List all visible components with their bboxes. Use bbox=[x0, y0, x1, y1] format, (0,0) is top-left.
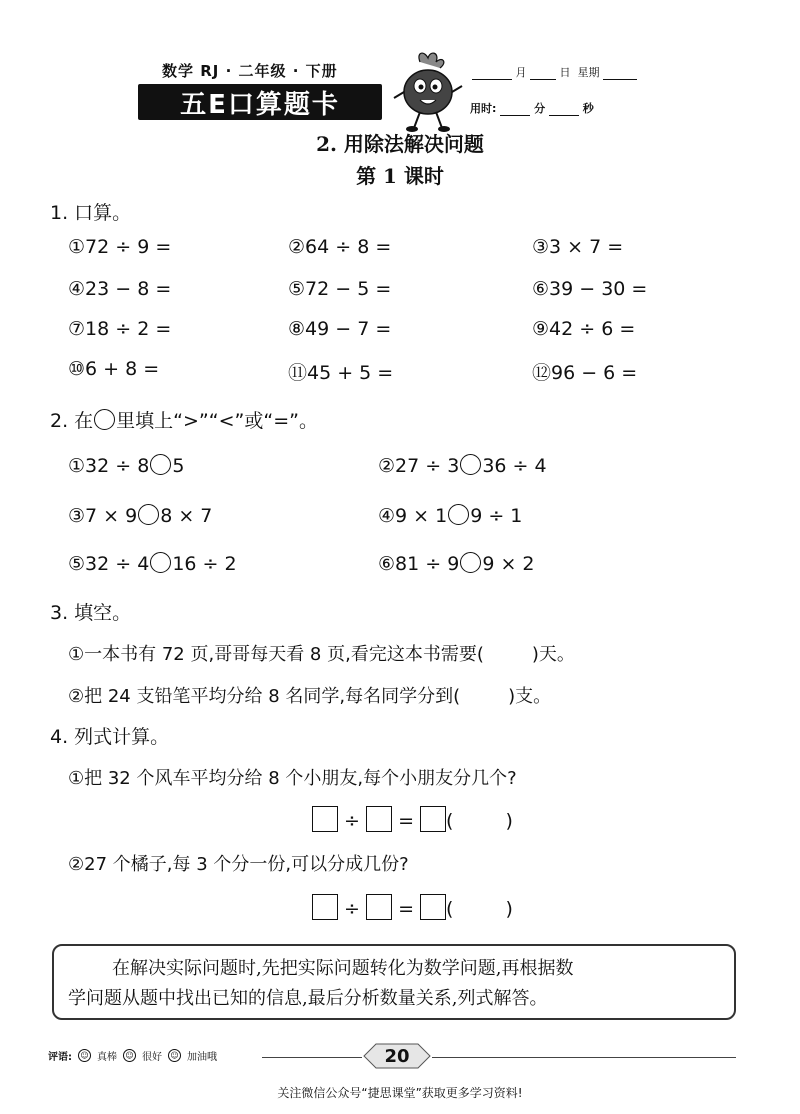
summary-box bbox=[52, 944, 736, 1020]
q2-item-right: 8 × 7 bbox=[160, 505, 213, 527]
footer-divider-left bbox=[262, 1057, 362, 1058]
second-label: 秒 bbox=[582, 102, 594, 115]
grin-face-icon: ☺ bbox=[78, 1049, 91, 1062]
answer-circle[interactable] bbox=[150, 552, 171, 573]
summary-line-1 bbox=[68, 954, 720, 984]
q3-item-1 bbox=[68, 640, 575, 666]
evaluation-option-2: 很好 bbox=[142, 1052, 162, 1063]
evaluation-option-1: 真棒 bbox=[97, 1052, 117, 1063]
q2-item-1 bbox=[68, 454, 184, 477]
page-number bbox=[360, 1040, 434, 1072]
answer-box[interactable] bbox=[420, 806, 446, 832]
answer-circle[interactable] bbox=[138, 504, 159, 525]
q1-item-12: ⑫96 − 6 = bbox=[532, 362, 638, 384]
unit-paren-close: ) bbox=[505, 898, 513, 920]
q2-item-left: ②27 ÷ 3 bbox=[378, 455, 460, 477]
smile-face-icon: ☺ bbox=[123, 1049, 136, 1062]
divide-sign: ÷ bbox=[344, 898, 360, 920]
q4-heading: 4. 列式计算。 bbox=[50, 726, 170, 748]
weekday-label: 星期 bbox=[577, 66, 600, 79]
q2-item-right: 9 × 2 bbox=[482, 553, 535, 575]
q1-item-3: ③3 × 7 = bbox=[532, 236, 624, 258]
time-label: 用时: bbox=[470, 102, 497, 115]
q2-item-3 bbox=[68, 504, 212, 527]
unit-paren-open: ( bbox=[446, 898, 454, 920]
summary-line-2: 学问题从题中找出已知的信息,最后分析数量关系,列式解答。 bbox=[68, 988, 548, 1009]
q2-heading-post: 里填上“>”“<”或“=”。 bbox=[116, 410, 318, 432]
q2-heading-pre: 2. 在 bbox=[50, 410, 94, 432]
q3-item-text: ①一本书有 72 页,哥哥每天看 8 页,看完这本书需要( bbox=[68, 644, 484, 665]
q2-item-right: 36 ÷ 4 bbox=[482, 455, 547, 477]
q2-heading bbox=[50, 406, 318, 433]
q1-item-7: ⑦18 ÷ 2 = bbox=[68, 318, 172, 340]
q2-item-left: ④9 × 1 bbox=[378, 505, 448, 527]
lesson-subtitle: 第 1 课时 bbox=[356, 164, 444, 188]
lesson-title: 2. 用除法解决问题 bbox=[316, 132, 484, 156]
q2-item-left: ⑥81 ÷ 9 bbox=[378, 553, 460, 575]
q4-equation-2 bbox=[312, 894, 513, 920]
day-label: 日 bbox=[559, 66, 571, 79]
q1-item-11: ⑪45 + 5 = bbox=[288, 362, 394, 384]
q1-item-9: ⑨42 ÷ 6 = bbox=[532, 318, 636, 340]
q3-item-unit: )支。 bbox=[508, 686, 552, 707]
second-blank[interactable] bbox=[549, 104, 579, 116]
evaluation-row bbox=[48, 1048, 217, 1063]
q2-item-2 bbox=[378, 454, 547, 477]
q2-item-left: ③7 × 9 bbox=[68, 505, 138, 527]
answer-box[interactable] bbox=[366, 894, 392, 920]
date-line bbox=[472, 64, 637, 80]
q1-item-5: ⑤72 − 5 = bbox=[288, 278, 392, 300]
q3-heading: 3. 填空。 bbox=[50, 602, 132, 624]
q2-item-left: ⑤32 ÷ 4 bbox=[68, 553, 150, 575]
day-blank[interactable] bbox=[530, 68, 556, 80]
q2-item-4 bbox=[378, 504, 522, 527]
divide-sign: ÷ bbox=[344, 810, 360, 832]
q1-item-10: ⑩6 + 8 = bbox=[68, 358, 160, 380]
minute-label: 分 bbox=[534, 102, 546, 115]
title-banner: 五E口算题卡 bbox=[138, 84, 382, 120]
evaluation-label: 评语: bbox=[48, 1052, 72, 1063]
answer-box[interactable] bbox=[420, 894, 446, 920]
answer-box[interactable] bbox=[366, 806, 392, 832]
q3-item-2 bbox=[68, 682, 551, 708]
unit-paren-open: ( bbox=[446, 810, 454, 832]
mascot-icon bbox=[390, 48, 466, 134]
weekday-blank[interactable] bbox=[603, 68, 637, 80]
answer-circle[interactable] bbox=[460, 552, 481, 573]
time-line bbox=[470, 100, 594, 116]
q3-item-text: ②把 24 支铅笔平均分给 8 名同学,每名同学分到( bbox=[68, 686, 461, 707]
answer-circle[interactable] bbox=[150, 454, 171, 475]
q1-item-4: ④23 − 8 = bbox=[68, 278, 172, 300]
q4-problem-1: ①把 32 个风车平均分给 8 个小朋友,每个小朋友分几个? bbox=[68, 768, 517, 789]
evaluation-option-3: 加油哦 bbox=[187, 1052, 217, 1063]
month-blank[interactable] bbox=[472, 68, 512, 80]
unit-paren-close: ) bbox=[505, 810, 513, 832]
q2-item-right: 5 bbox=[172, 455, 185, 477]
subject-label: 数学 RJ · 二年级 · 下册 bbox=[162, 62, 338, 80]
equals-sign: = bbox=[398, 810, 414, 832]
answer-circle[interactable] bbox=[460, 454, 481, 475]
q4-problem-2: ②27 个橘子,每 3 个分一份,可以分成几份? bbox=[68, 854, 409, 875]
q2-item-6 bbox=[378, 552, 535, 575]
q2-item-right: 9 ÷ 1 bbox=[470, 505, 523, 527]
q2-item-5 bbox=[68, 552, 237, 575]
answer-circle[interactable] bbox=[448, 504, 469, 525]
promo-text: 关注微信公众号“捷思课堂”获取更多学习资料! bbox=[277, 1086, 523, 1100]
page-number-text: 20 bbox=[384, 1045, 410, 1067]
summary-text-1: 在解决实际问题时,先把实际问题转化为数学问题,再根据数 bbox=[112, 958, 574, 979]
equals-sign: = bbox=[398, 898, 414, 920]
answer-box[interactable] bbox=[312, 894, 338, 920]
q1-item-6: ⑥39 − 30 = bbox=[532, 278, 648, 300]
q1-item-8: ⑧49 − 7 = bbox=[288, 318, 392, 340]
q1-heading: 1. 口算。 bbox=[50, 202, 132, 224]
q3-item-unit: )天。 bbox=[531, 644, 575, 665]
q1-item-2: ②64 ÷ 8 = bbox=[288, 236, 392, 258]
circle-icon bbox=[94, 409, 115, 430]
cheer-face-icon: ☺ bbox=[168, 1049, 181, 1062]
minute-blank[interactable] bbox=[500, 104, 530, 116]
q4-equation-1 bbox=[312, 806, 513, 832]
answer-box[interactable] bbox=[312, 806, 338, 832]
q2-item-left: ①32 ÷ 8 bbox=[68, 455, 150, 477]
footer-divider-right bbox=[432, 1057, 736, 1058]
q2-item-right: 16 ÷ 2 bbox=[172, 553, 237, 575]
month-label: 月 bbox=[515, 66, 527, 79]
q1-item-1: ①72 ÷ 9 = bbox=[68, 236, 172, 258]
